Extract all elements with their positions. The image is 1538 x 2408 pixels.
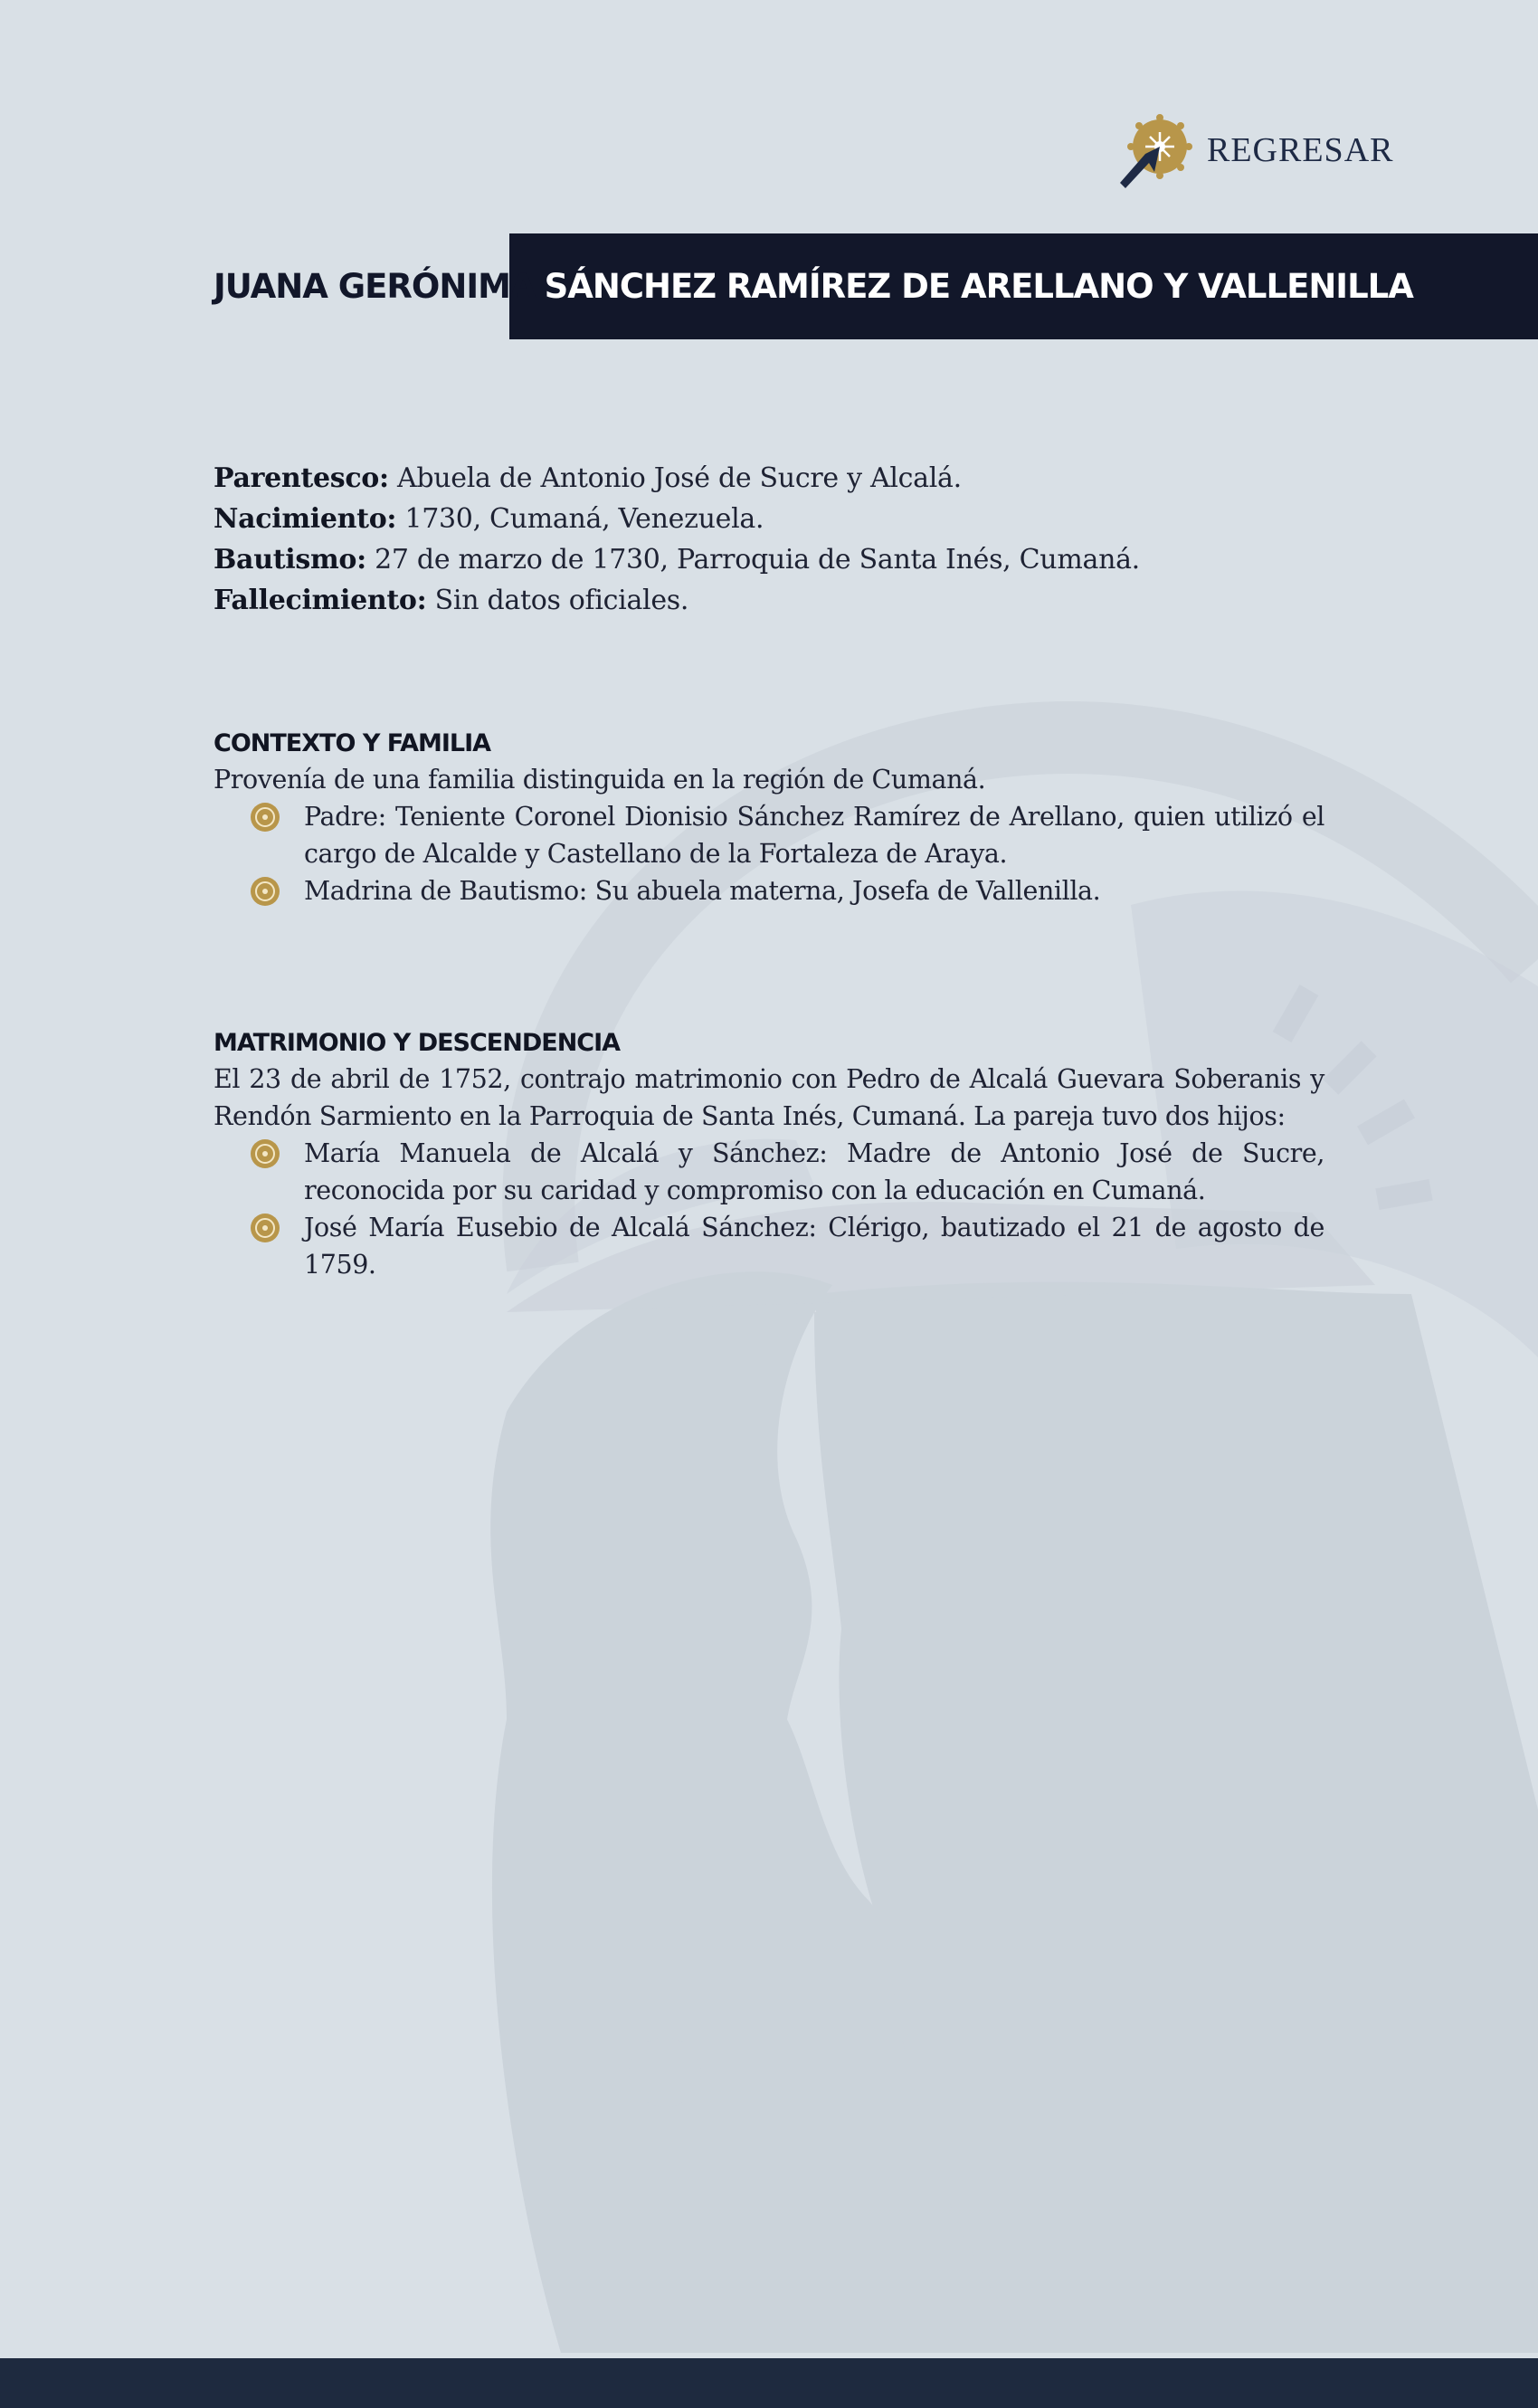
fact-bautismo bbox=[214, 539, 1326, 580]
fact-label: Bautismo: bbox=[214, 544, 366, 576]
gold-seal-bullet-icon bbox=[250, 1138, 280, 1169]
fact-parentesco bbox=[214, 458, 1326, 499]
title-first-name: JUANA GERÓNIMA bbox=[214, 267, 536, 306]
fact-fallecimiento bbox=[214, 580, 1326, 621]
regresar-label: REGRESAR bbox=[1207, 131, 1394, 169]
section-heading: CONTEXTO Y FAMILIA bbox=[214, 729, 491, 757]
list-item-text: María Manuela de Alcalá y Sánchez: Madre de Antonio José de Sucre, reconocida por su caridad y compromiso con la educación en Cumaná. bbox=[304, 1138, 1324, 1205]
list-item-text: José María Eusebio de Alcalá Sánchez: Clérigo, bautizado el 21 de agosto de 1759. bbox=[304, 1213, 1324, 1280]
section-heading: MATRIMONIO Y DESCENDENCIA bbox=[214, 1029, 621, 1057]
personal-facts bbox=[214, 458, 1326, 621]
gold-seal-bullet-icon bbox=[250, 1213, 280, 1243]
list-item bbox=[214, 872, 1324, 909]
compass-cursor-icon bbox=[1118, 112, 1194, 188]
fact-label: Nacimiento: bbox=[214, 503, 397, 535]
list-item-text: Padre: Teniente Coronel Dionisio Sánchez Ramírez de Arellano, quien utilizó el cargo de Alcalde y Castellano de la Fortaleza de Araya. bbox=[304, 802, 1324, 869]
list-item bbox=[214, 798, 1324, 872]
bullet-list bbox=[214, 1135, 1324, 1283]
list-item bbox=[214, 1135, 1324, 1209]
fact-value: Abuela de Antonio José de Sucre y Alcalá. bbox=[388, 462, 962, 494]
section-matrimonio bbox=[214, 1029, 1324, 1283]
regresar-button[interactable] bbox=[1118, 112, 1393, 188]
gold-seal-bullet-icon bbox=[250, 802, 280, 833]
page-title bbox=[214, 233, 1413, 339]
section-intro: El 23 de abril de 1752, contrajo matrimonio con Pedro de Alcalá Guevara Soberanis y Rendón Sarmiento en la Parroquia de Santa Inés, Cumaná. La pareja tuvo dos hijos: bbox=[214, 1064, 1324, 1131]
fact-nacimiento bbox=[214, 499, 1326, 539]
bullet-list bbox=[214, 798, 1324, 909]
footer-bar bbox=[0, 2358, 1538, 2408]
title-surnames: SÁNCHEZ RAMÍREZ DE ARELLANO Y VALLENILLA bbox=[544, 267, 1413, 306]
fact-label: Parentesco: bbox=[214, 462, 389, 494]
section-contexto bbox=[214, 729, 1324, 909]
fact-label: Fallecimiento: bbox=[214, 585, 427, 616]
list-item bbox=[214, 1209, 1324, 1283]
list-item-text: Madrina de Bautismo: Su abuela materna, Josefa de Vallenilla. bbox=[304, 876, 1101, 906]
gold-seal-bullet-icon bbox=[250, 876, 280, 907]
fact-value: Sin datos oficiales. bbox=[426, 585, 689, 616]
fact-value: 27 de marzo de 1730, Parroquia de Santa Inés, Cumaná. bbox=[366, 544, 1140, 576]
section-intro: Provenía de una familia distinguida en la región de Cumaná. bbox=[214, 765, 986, 795]
fact-value: 1730, Cumaná, Venezuela. bbox=[396, 503, 764, 535]
